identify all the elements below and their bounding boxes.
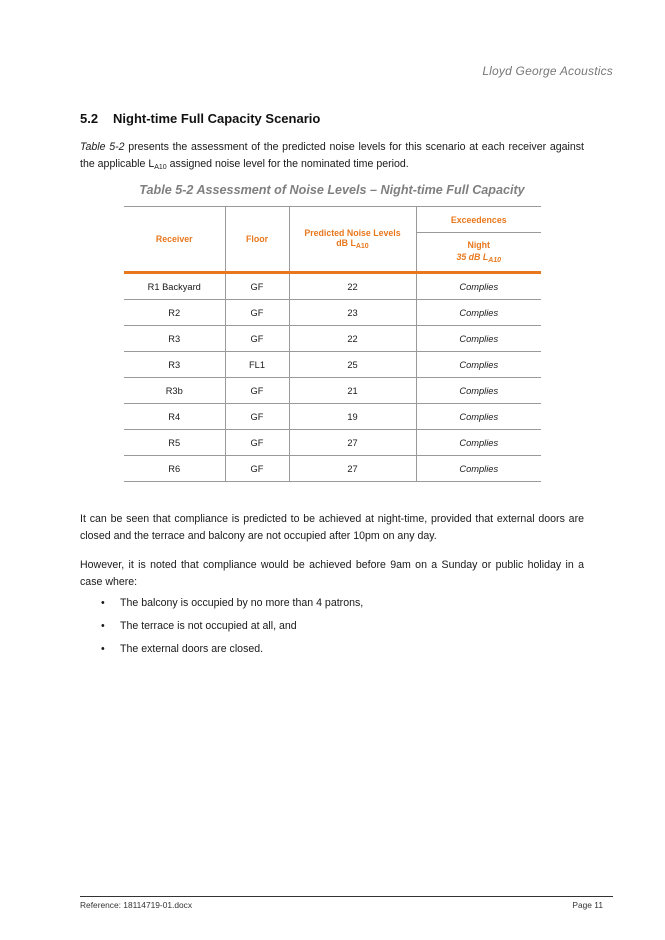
cell-floor: GF: [225, 300, 289, 326]
header-night: [416, 233, 541, 273]
cell-status: Complies: [416, 404, 541, 430]
noise-assessment-table: [124, 206, 541, 482]
cell-receiver: R6: [124, 456, 225, 482]
table-row: [124, 378, 541, 404]
table-row: [124, 430, 541, 456]
cell-status: Complies: [416, 456, 541, 482]
cell-receiver: R1 Backyard: [124, 273, 225, 300]
header-predicted: [289, 207, 416, 273]
section-number: 5.2: [80, 111, 99, 126]
header-predicted-label: Predicted Noise Levels: [304, 228, 401, 238]
cell-status: Complies: [416, 300, 541, 326]
page-number: Page 11: [572, 900, 603, 910]
footer-reference: Reference: 18114719-01.docx: [80, 900, 193, 910]
table-row: [124, 456, 541, 482]
cell-receiver: R5: [124, 430, 225, 456]
cell-level: 22: [289, 326, 416, 352]
company-brand: Lloyd George Acoustics: [482, 64, 613, 78]
bullet-icon: •: [101, 643, 105, 655]
cell-level: 22: [289, 273, 416, 300]
header-night-label: Night: [467, 240, 490, 250]
condition-list: [98, 595, 363, 664]
cell-level: 23: [289, 300, 416, 326]
exception-paragraph: However, it is noted that compliance would be achieved before 9am on a Sunday or public holiday in a case where:: [80, 559, 584, 588]
cell-floor: GF: [225, 273, 289, 300]
cell-status: Complies: [416, 378, 541, 404]
cell-status: Complies: [416, 326, 541, 352]
intro-text-b: assigned noise level for the nominated time period.: [166, 157, 409, 170]
table-row: [124, 273, 541, 300]
cell-floor: GF: [225, 430, 289, 456]
table-row: [124, 352, 541, 378]
table-row: [124, 326, 541, 352]
cell-receiver: R2: [124, 300, 225, 326]
cell-level: 27: [289, 456, 416, 482]
cell-level: 21: [289, 378, 416, 404]
list-item-text: The external doors are closed.: [120, 643, 264, 655]
cell-floor: GF: [225, 326, 289, 352]
list-item: [98, 618, 363, 641]
cell-receiver: R4: [124, 404, 225, 430]
cell-receiver: R3b: [124, 378, 225, 404]
night-limit-text: 35 dB L: [456, 252, 489, 262]
footer-divider: [80, 896, 613, 897]
cell-floor: GF: [225, 456, 289, 482]
header-predicted-sub: A10: [355, 243, 369, 250]
list-item-text: The terrace is not occupied at all, and: [120, 620, 297, 632]
cell-floor: GF: [225, 378, 289, 404]
intro-paragraph: [80, 139, 584, 176]
header-receiver: Receiver: [124, 207, 225, 273]
header-floor: Floor: [225, 207, 289, 273]
cell-status: Complies: [416, 430, 541, 456]
intro-subscript: A10: [154, 163, 167, 171]
bullet-icon: •: [101, 620, 105, 632]
cell-floor: GF: [225, 404, 289, 430]
list-item: [98, 595, 363, 618]
cell-status: Complies: [416, 352, 541, 378]
cell-level: 25: [289, 352, 416, 378]
table-row: [124, 404, 541, 430]
section-title: Night-time Full Capacity Scenario: [113, 111, 321, 126]
bullet-icon: •: [101, 597, 105, 609]
list-item: [98, 641, 363, 664]
cell-receiver: R3: [124, 326, 225, 352]
section-heading: [80, 111, 320, 126]
cell-receiver: R3: [124, 352, 225, 378]
cell-status: Complies: [416, 273, 541, 300]
cell-floor: FL1: [225, 352, 289, 378]
cell-level: 27: [289, 430, 416, 456]
list-item-text: The balcony is occupied by no more than 4 patrons,: [120, 597, 364, 609]
compliance-paragraph: It can be seen that compliance is predicted to be achieved at night-time, provided that external doors are closed and the terrace and balcony are not occupied after 10pm on any day.: [80, 513, 584, 542]
intro-text-a: presents the assessment of the predicted noise levels for this scenario at each receiver against the applicable L: [80, 141, 584, 170]
cell-level: 19: [289, 404, 416, 430]
header-night-limit: [417, 252, 542, 264]
header-exceedences: Exceedences: [416, 207, 541, 233]
table-reference: Table 5-2: [80, 141, 125, 153]
table-caption: Table 5-2 Assessment of Noise Levels – Night-time Full Capacity: [139, 183, 525, 197]
header-predicted-unit: dB L: [336, 238, 356, 248]
night-limit-sub: A10: [488, 257, 502, 264]
table-row: [124, 300, 541, 326]
